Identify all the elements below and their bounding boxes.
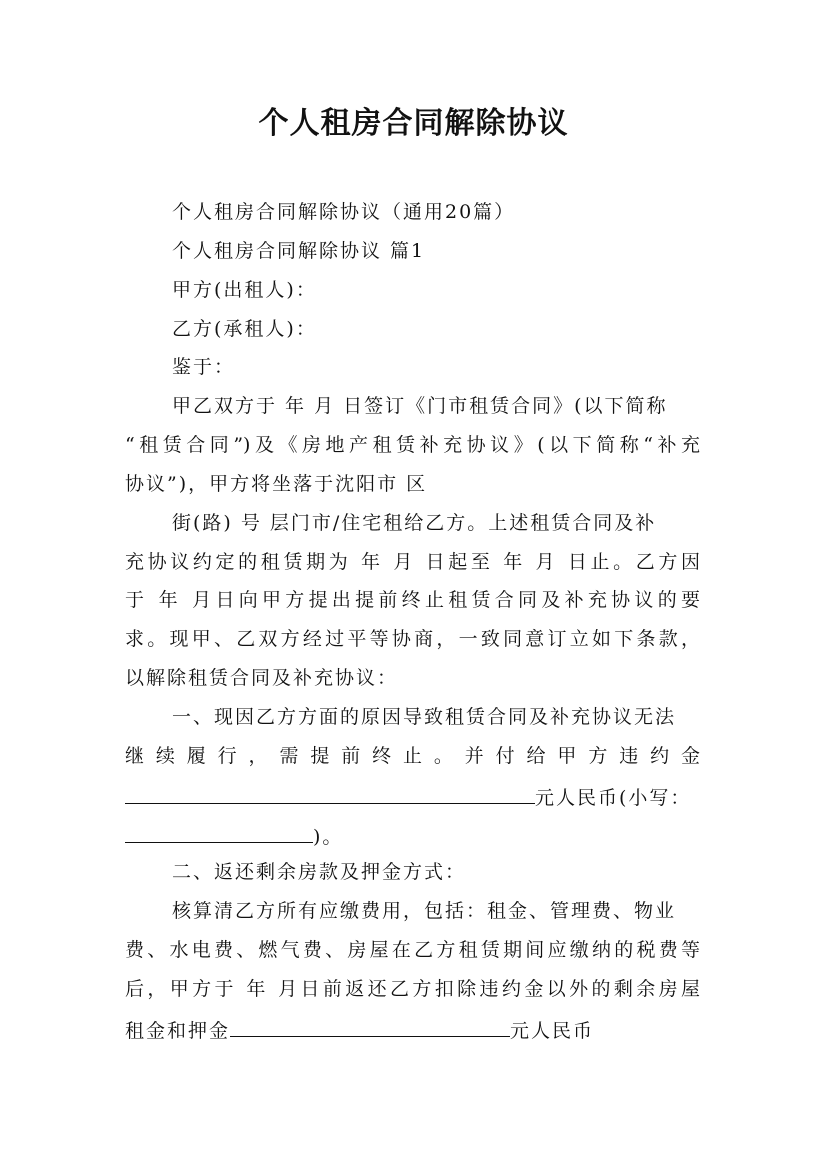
paragraph-line: 求。现甲、乙双方经过平等协商，一致同意订立如下条款，	[125, 628, 700, 650]
clause-two-line: 后，甲方于 年 月日前返还乙方扣除违约金以外的剩余房屋	[125, 978, 700, 1000]
clause-two-line: 费、水电费、燃气费、房屋在乙方租赁期间应缴纳的税费等	[125, 939, 700, 961]
penalty-amount-blank[interactable]	[125, 783, 535, 804]
deposit-amount-blank[interactable]	[230, 1016, 510, 1037]
currency-text: 元人民币(小写：	[535, 787, 692, 809]
paragraph-line: 于 年 月日向甲方提出提前终止租赁合同及补充协议的要	[125, 589, 700, 611]
subtitle-line: 个人租房合同解除协议（通用20篇）	[172, 201, 516, 223]
penalty-amount-lowercase-blank[interactable]	[125, 822, 313, 843]
section-heading: 个人租房合同解除协议 篇1	[172, 240, 426, 262]
paragraph-line: 协议”)，甲方将坐落于沈阳市 区	[125, 473, 428, 495]
paragraph-line: 街(路) 号 层门市/住宅租给乙方。上述租赁合同及补	[172, 512, 657, 534]
clause-one-line: 继续履行，需提前终止。并付给甲方违约金	[125, 745, 700, 767]
clause-two-line	[125, 1016, 594, 1043]
clause-two-heading: 二、返还剩余房款及押金方式：	[172, 861, 467, 883]
clause-one-line: 一、现因乙方方面的原因导致租赁合同及补充协议无法	[172, 706, 677, 728]
paragraph-line: 充协议约定的租赁期为 年 月 日起至 年 月 日止。乙方因	[125, 551, 700, 573]
clause-one-line	[125, 783, 691, 810]
closing-paren-text: )。	[313, 826, 344, 848]
paragraph-line: 以解除租赁合同及补充协议：	[125, 667, 399, 689]
party-b-line: 乙方(承租人)：	[172, 318, 317, 340]
clause-two-line: 核算清乙方所有应缴费用，包括：租金、管理费、物业	[172, 900, 677, 922]
clause-one-line	[125, 822, 343, 849]
paragraph-line: “租赁合同”)及《房地产租赁补充协议》(以下简称“补充	[125, 434, 700, 456]
party-a-line: 甲方(出租人)：	[172, 279, 317, 301]
deposit-currency-text: 元人民币	[510, 1020, 595, 1042]
whereas-line: 鉴于：	[172, 356, 236, 378]
deposit-label: 租金和押金	[125, 1020, 231, 1042]
paragraph-line: 甲乙双方于 年 月 日签订《门市租赁合同》(以下简称	[172, 395, 668, 417]
document-title: 个人租房合同解除协议	[258, 106, 569, 141]
